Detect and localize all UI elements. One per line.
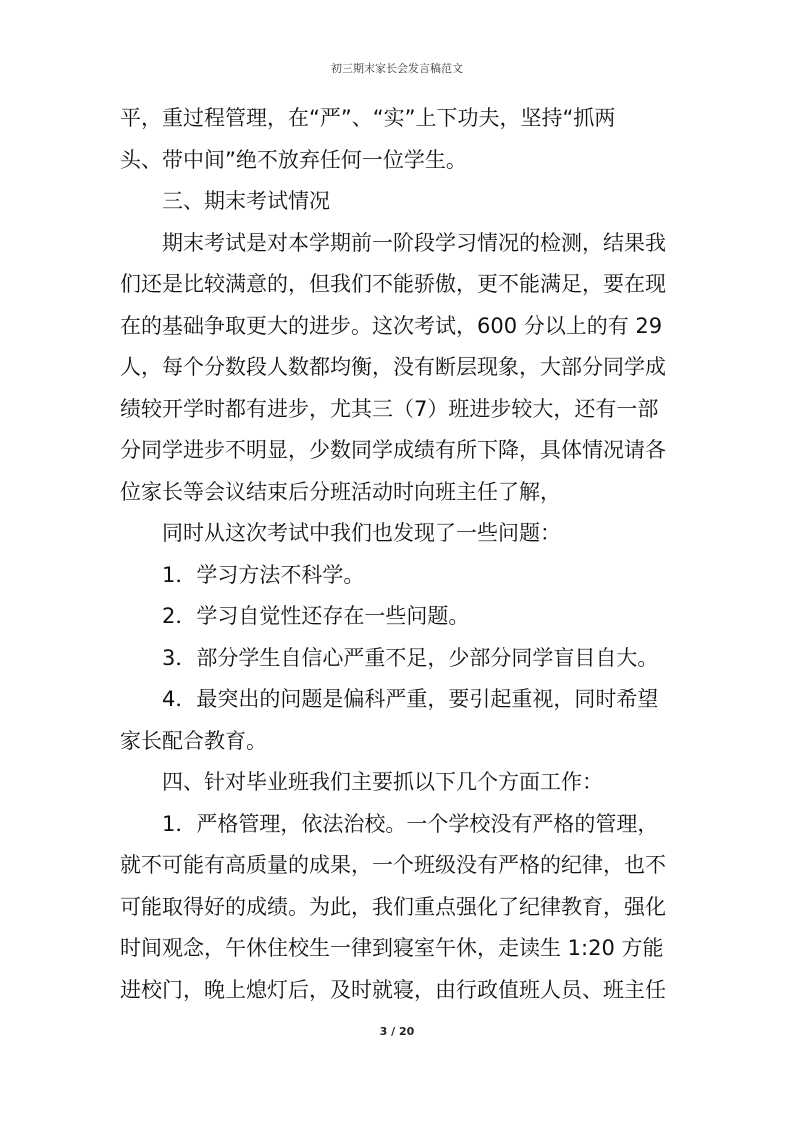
body-line: 人，每个分数段人数都均衡，没有断层现象，大部分同学成	[120, 355, 666, 379]
section-heading: 四、针对毕业班我们主要抓以下几个方面工作：	[162, 770, 603, 794]
body-line: 时间观念，午休住校生一律到寝室午休，走读生 1:20 方能	[120, 936, 664, 960]
page-header: 初三期末家长会发言稿范文	[331, 62, 463, 75]
body-line: 头、带中间”绝不放弃任何一位学生。	[120, 147, 467, 172]
document-body	[120, 98, 676, 1011]
list-item: 4．最突出的问题是偏科严重，要引起重视，同时希望	[162, 687, 659, 711]
body-line: 们还是比较满意的，但我们不能骄傲，更不能满足，要在现	[120, 272, 666, 296]
body-line: 同时从这次考试中我们也发现了一些问题：	[162, 521, 561, 545]
body-line: 可能取得好的成绩。为此，我们重点强化了纪律教育，强化	[120, 894, 666, 919]
body-line: 绩较开学时都有进步，尤其三（7）班进步较大，还有一部	[120, 396, 659, 421]
body-line: 位家长等会议结束后分班活动时向班主任了解，	[120, 479, 561, 504]
body-line: 就不可能有高质量的成果，一个班级没有严格的纪律，也不	[120, 853, 666, 877]
body-line: 分同学进步不明显，少数同学成绩有所下降，具体情况请各	[120, 438, 666, 462]
body-line: 进校门，晚上熄灯后，及时就寝，由行政值班人员、班主任	[120, 977, 666, 1002]
list-item: 1．严格管理，依法治校。一个学校没有严格的管理，	[162, 811, 659, 836]
list-item: 3．部分学生自信心严重不足，少部分同学盲目自大。	[162, 645, 659, 670]
body-line: 家长配合教育。	[120, 728, 267, 753]
page-number: 3 / 20	[379, 1025, 415, 1038]
list-item: 2．学习自觉性还存在一些问题。	[162, 604, 470, 628]
list-item: 1．学习方法不科学。	[162, 562, 365, 587]
body-line: 平，重过程管理，在“严”、“实”上下功夫，坚持“抓两	[120, 106, 616, 130]
section-heading: 三、期末考试情况	[162, 189, 330, 213]
body-line: 期末考试是对本学期前一阶段学习情况的检测，结果我	[162, 230, 666, 255]
body-line: 在的基础争取更大的进步。这次考试，600 分以上的有 29	[120, 313, 663, 338]
